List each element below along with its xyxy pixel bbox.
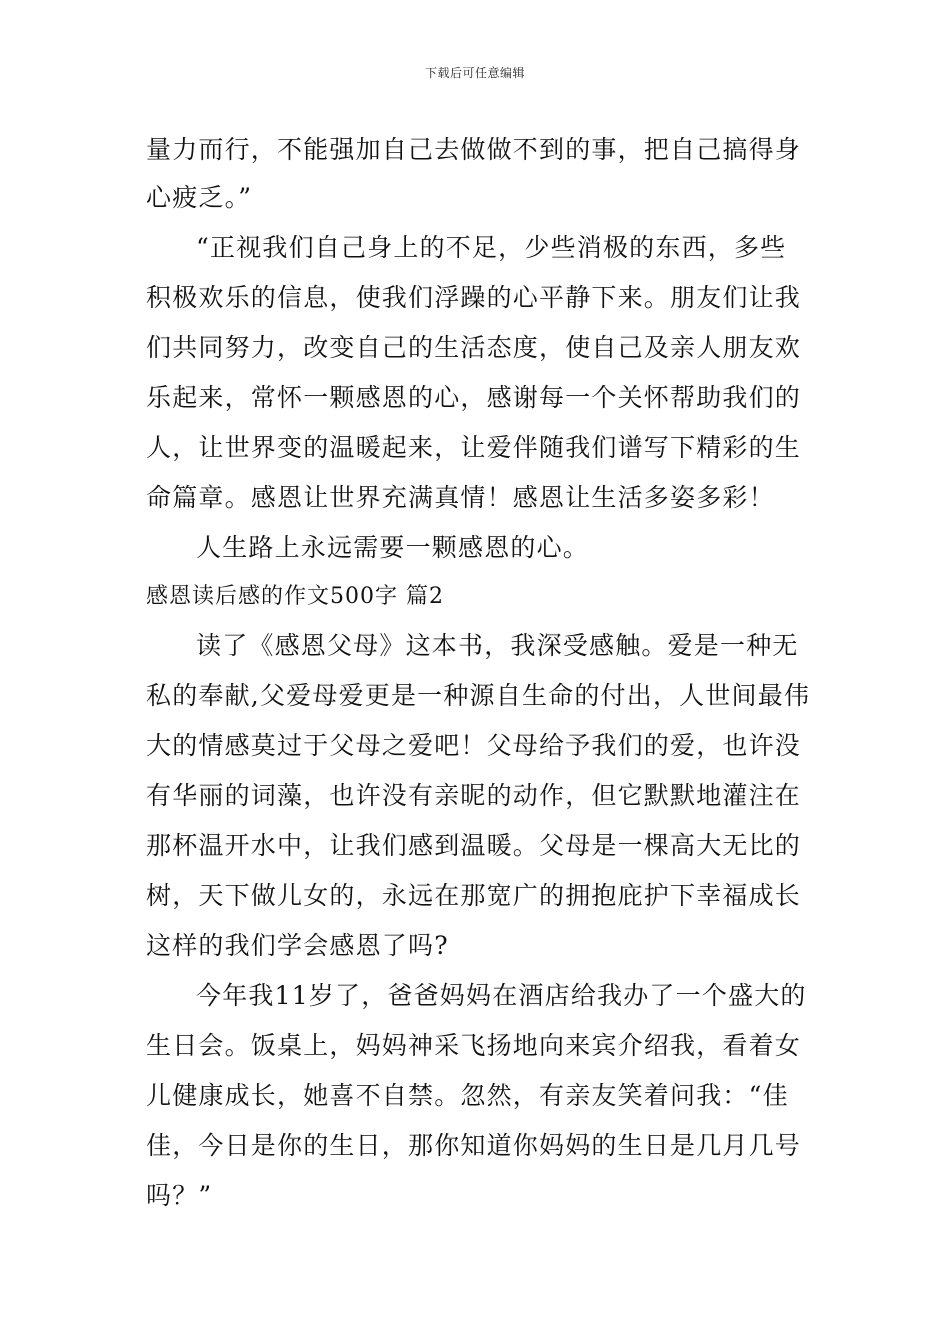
- header-note: 下载后可任意编辑: [424, 66, 525, 80]
- text-line: 树，天下做儿女的，永远在那宽广的拥抱庇护下幸福成长: [146, 881, 802, 910]
- text-line: 吗？”: [146, 1181, 213, 1210]
- paragraph-start: 读了《感恩父母》这本书，我深受感触。爱是一种无: [196, 631, 799, 660]
- text-line: 积极欢乐的信息，使我们浮躁的心平静下来。朋友们让我: [146, 283, 802, 312]
- text-line: 儿健康成长，她喜不自禁。忽然，有亲友笑着问我：“佳: [146, 1081, 789, 1110]
- text-line: 私的奉献,父爱母爱更是一种源自生命的付出，人世间最伟: [146, 681, 811, 710]
- paragraph-start: “正视我们自己身上的不足，少些消极的东西，多些: [196, 233, 787, 262]
- section-heading: 感恩读后感的作文500字 篇2: [146, 584, 444, 609]
- text-line: 们共同努力，改变自己的生活态度，使自己及亲人朋友欢: [146, 333, 802, 362]
- text-line: 有华丽的词藻，也许没有亲昵的动作，但它默默地灌注在: [146, 781, 802, 810]
- text-line: 生日会。饭桌上，妈妈神采飞扬地向来宾介绍我，看着女: [146, 1031, 802, 1060]
- paragraph-start: 人生路上永远需要一颗感恩的心。: [196, 533, 590, 562]
- text-line: 心疲乏。”: [146, 183, 253, 212]
- text-line: 佳，今日是你的生日，那你知道你妈妈的生日是几月几号: [146, 1131, 802, 1160]
- text-line: 这样的我们学会感恩了吗?: [146, 931, 449, 960]
- paragraph-start: 今年我11岁了，爸爸妈妈在酒店给我办了一个盛大的: [196, 981, 807, 1010]
- text-line: 量力而行，不能强加自己去做做不到的事，把自己搞得身: [146, 135, 802, 164]
- text-line: 那杯温开水中，让我们感到温暖。父母是一棵高大无比的: [146, 831, 802, 860]
- text-line: 大的情感莫过于父母之爱吧！父母给予我们的爱，也许没: [146, 731, 802, 760]
- text-line: 命篇章。感恩让世界充满真情！感恩让生活多姿多彩！: [146, 483, 775, 512]
- text-line: 人，让世界变的温暖起来，让爱伴随我们谱写下精彩的生: [146, 433, 802, 462]
- text-line: 乐起来，常怀一颗感恩的心，感谢每一个关怀帮助我们的: [146, 383, 802, 412]
